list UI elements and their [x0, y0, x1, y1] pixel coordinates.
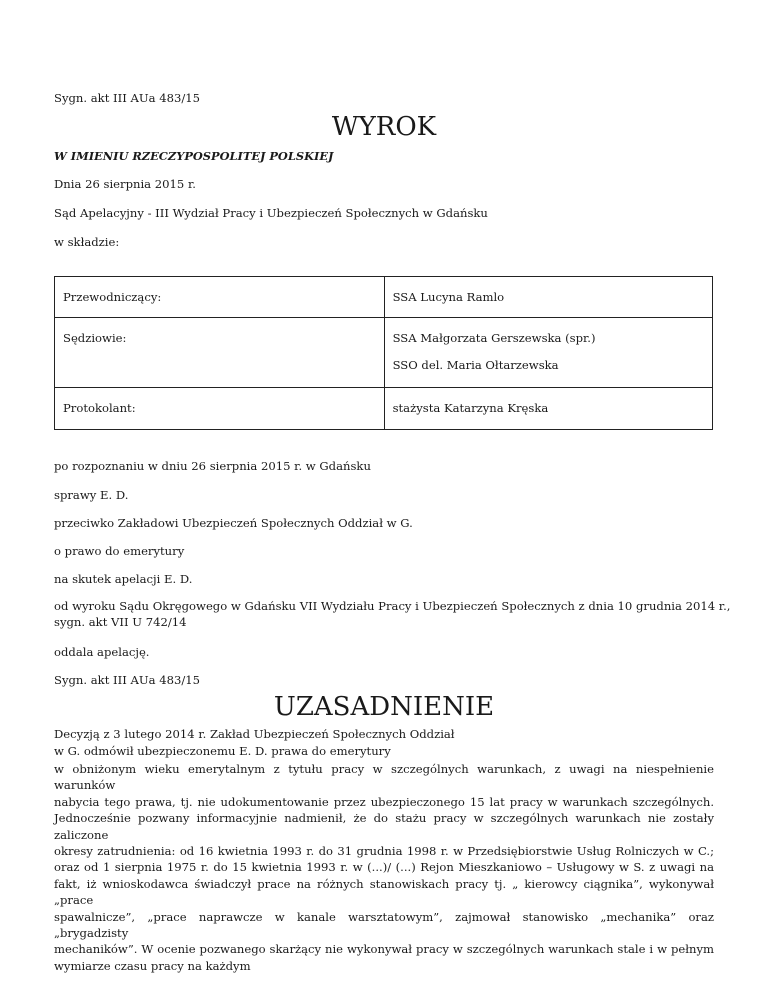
- justification-line: w obniżonym wieku emerytalnym z tytułu pracy w szczególnych warunkach, z uwagi na niespełnienie warunków: [54, 762, 714, 793]
- ruling-line: od wyroku Sądu Okręgowego w Gdańsku VII Wydziału Pracy i Ubezpieczeń Społecznych z dnia 10 grudnia 2014 r.,: [54, 599, 731, 613]
- name-clerk: stażysta Katarzyna Kręska: [392, 401, 549, 415]
- justification-line: okresy zatrudnienia: od 16 kwietnia 1993 r. do 31 grudnia 1998 r. w Przedsiębiorstwie Usług Rolniczych w C.;: [54, 844, 714, 859]
- name-judge-1: SSA Małgorzata Gerszewska (spr.): [392, 331, 596, 345]
- in-the-name-heading: W IMIENIU RZECZYPOSPOLITEJ POLSKIEJ: [54, 149, 334, 163]
- justification-line: Jednocześnie pozwany informacyjnie nadmienił, że do stażu pracy w szczególnych warunkach nie zostały zaliczone: [54, 811, 714, 842]
- court-name: Sąd Apelacyjny - III Wydział Pracy i Ubezpieczeń Społecznych w Gdańsku: [54, 206, 488, 220]
- ruling-line: o prawo do emerytury: [54, 544, 185, 558]
- verdict-title: WYROK: [331, 112, 437, 142]
- justification-line: w G. odmówił ubezpieczonemu E. D. prawa do emerytury: [54, 744, 391, 758]
- panel-row: [55, 388, 713, 430]
- ruling-line: sprawy E. D.: [54, 488, 129, 502]
- panel-row: [55, 318, 713, 388]
- justification-line: fakt, iż wnioskodawca świadczył prace na różnych stanowiskach pracy tj. „ kierowcy ciągnika”, wykonywał „prace: [54, 876, 714, 908]
- justification-line: mechaników”. W ocenie pozwanego skarżący nie wykonywał pracy w szczególnych warunkach stale i w pełnym: [54, 942, 714, 957]
- ruling-line: przeciwko Zakładowi Ubezpieczeń Społecznych Oddział w G.: [54, 516, 413, 530]
- ruling-date: Dnia 26 sierpnia 2015 r.: [54, 177, 196, 191]
- case-signature-2: Sygn. akt III AUa 483/15: [54, 673, 200, 687]
- justification-line: Decyzją z 3 lutego 2014 r. Zakład Ubezpieczeń Społecznych Oddział: [54, 727, 455, 741]
- panel-role-cell: [55, 277, 385, 318]
- composition-label: w składzie:: [54, 235, 120, 249]
- name-judge-2: SSO del. Maria Ołtarzewska: [392, 358, 559, 372]
- ruling-line: sygn. akt VII U 742/14: [54, 615, 187, 629]
- panel-names-cell: [384, 388, 712, 430]
- justification-line: oraz od 1 sierpnia 1975 r. do 15 kwietnia 1993 r. w (...)/ (...) Rejon Mieszkaniowo – Usługowy w S. z uwagi na: [54, 860, 714, 875]
- panel-table: [54, 276, 713, 430]
- panel-names-cell: [384, 277, 712, 318]
- ruling-line: po rozpoznaniu w dniu 26 sierpnia 2015 r. w Gdańsku: [54, 459, 371, 473]
- panel-role-cell: [55, 318, 385, 388]
- justification-line: nabycia tego prawa, tj. nie udokumentowanie przez ubezpieczonego 15 lat pracy w warunkach szczególnych.: [54, 794, 714, 809]
- role-judges: Sędziowie:: [63, 331, 127, 345]
- panel-row: [55, 277, 713, 318]
- name-presiding: SSA Lucyna Ramlo: [392, 290, 505, 304]
- panel-role-cell: [55, 388, 385, 430]
- justification-line: spawalnicze”, „prace naprawcze w kanale warsztatowym”, zajmował stanowisko „mechanika” oraz „brygadzisty: [54, 909, 714, 941]
- justification-paragraph: [54, 761, 714, 974]
- case-signature: Sygn. akt III AUa 483/15: [54, 91, 200, 105]
- ruling-line: na skutek apelacji E. D.: [54, 572, 193, 586]
- role-clerk: Protokolant:: [63, 401, 136, 415]
- ruling-decision: oddala apelację.: [54, 645, 150, 659]
- role-presiding: Przewodniczący:: [63, 290, 162, 304]
- justification-line: wymiarze czasu pracy na każdym: [54, 958, 251, 973]
- justification-title: UZASADNIENIE: [273, 692, 495, 722]
- panel-names-cell: [384, 318, 712, 388]
